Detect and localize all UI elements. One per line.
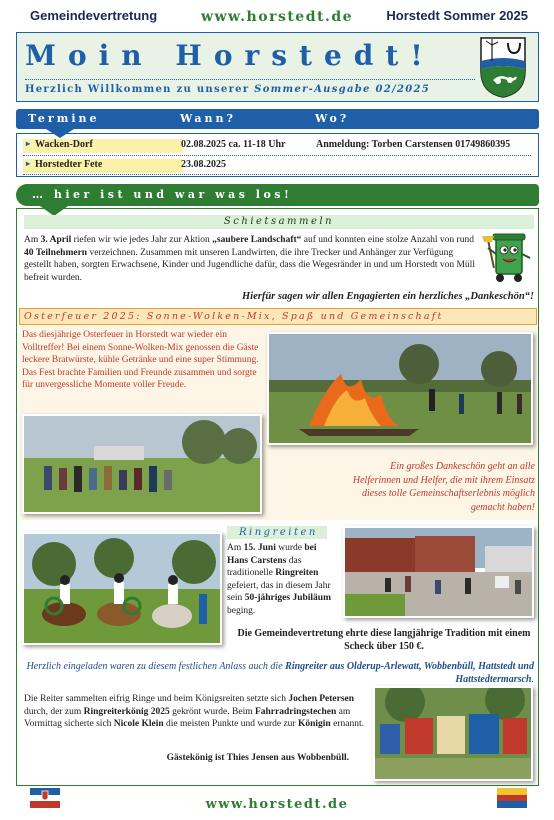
cleanup-text: Am 3. April riefen wir wie jedes Jahr zur Aktion „saubere Landschaft“ auf und konnten eine stolze Anzahl von rund 40 Teilnehmern verzeichnen. Zusammen mit unseren Landwirten, die ihre Trecker und Anhänger zur Verfügung gestellt haben, sorgten Erwachsene, Kinder und Jugendliche dafür, dass die Wegesränder in und um Horstedt von Müll befreit wurden. [24, 235, 475, 283]
header-issue: Horstedt Sommer 2025 [386, 8, 528, 23]
bullet-icon: ▸ [26, 139, 31, 148]
section-heading-ring-riding: Ringreiten [227, 526, 327, 539]
news-header [16, 184, 539, 206]
row-divider [23, 155, 531, 156]
event-title-cell [23, 159, 183, 173]
municipality-crest-icon [478, 35, 528, 99]
event-row [17, 157, 537, 174]
events-header [16, 109, 539, 129]
cleanup-thanks: Hierfür sagen wir allen Engagierten ein herzliches „Dankeschön“! [242, 291, 534, 302]
news-heading: … hier ist und war was los! [32, 188, 293, 201]
page-subtitle [25, 84, 430, 95]
header-publisher: Gemeindevertretung [30, 8, 158, 23]
event-date: 23.08.2025 [181, 159, 226, 170]
bullet-icon: ▸ [26, 159, 31, 168]
section-heading-easter-fire: Osterfeuer 2025: Sonne-Wolken-Mix, Spaß und Gemeinschaft [24, 311, 444, 322]
row-divider [23, 174, 531, 175]
ring-riding-venue-photo [343, 526, 534, 618]
easter-guests-photo [22, 414, 262, 514]
title-divider [25, 79, 475, 80]
event-title: Horstedter Fete [35, 159, 103, 170]
event-date: 02.08.2025 ca. 11-18 Uhr [181, 139, 286, 150]
ring-riding-cheque: Die Gemeindevertretung ehrte diese langjährige Tradition mit einem Scheck über 150 €. [237, 628, 531, 652]
ring-riding-invitation: Herzlich eingeladen waren zu diesem festlichen Anlass auch die Ringreiter aus Olderup-Arlewatt, Wobbenbüll, Hattstedt und Hattstedtermarsch. [26, 661, 534, 685]
ring-riding-banners-photo [373, 686, 533, 781]
event-title: Wacken-Dorf [35, 139, 93, 150]
subtitle-prefix: Herzlich Willkommen zu unserer [25, 84, 255, 95]
events-header-what: Termine [28, 112, 100, 125]
events-table [16, 133, 539, 177]
event-row [17, 137, 537, 154]
ring-riding-guest-king: Gästekönig ist Thies Jensen aus Wobbenbüll. [166, 753, 349, 763]
ring-riding-results: Die Reiter sammelten eifrig Ringe und beim Königsreiten setzte sich Jochen Petersen durch, der zum Ringreiterkönig 2025 gekrönt wurde. Beim Fahrradringstechen am Vormittag sicherte sich Nicole Klein die meisten Punkte und wurde zur Königin ernannt. [24, 694, 364, 729]
events-header-when: Wann? [180, 112, 236, 125]
section-heading-cleanup: Schietsammeln [24, 215, 534, 229]
ring-riding-text: Am 15. Juni wurde bei Hans Carstens das traditionelle Ringreiten gefeiert, das in diesem Jahr sein 50-jähriges Jubiläum beging. [227, 543, 331, 616]
easter-fire-photo [267, 332, 533, 445]
easter-fire-text: Das diesjährige Osterfeuer in Horstedt war wieder ein Volltreffer! Bei einem Sonne-Wolken-Mix genossen die Gäste leckere Bratwürste, kühle Getränke und eine super Stimmung. Das Fest brachte Familien und Freunde zusammen und sorgte für unvergessliche Momente voller Freude. [22, 330, 259, 390]
events-header-where: Wo? [315, 112, 350, 125]
event-location: Anmeldung: Torben Carstensen 01749860395 [316, 139, 511, 150]
header-website-link[interactable]: www.horstedt.de [200, 9, 354, 25]
top-bar [0, 0, 554, 30]
event-title-cell [23, 139, 183, 153]
easter-fire-thanks: Ein großes Dankeschön geht an alle Helferinnen und Helfer, die mit ihrem Einsatz dieses tolle Gemeinschaftserlebnis möglich gemacht haben! [352, 461, 535, 513]
masthead [16, 32, 539, 102]
page-title: Moin Horstedt! [25, 39, 435, 72]
subtitle-issue: Sommer-Ausgabe 02/2025 [254, 84, 430, 95]
ring-riders-photo [22, 532, 222, 645]
footer-website-link[interactable]: www.horstedt.de [205, 797, 349, 812]
trash-bin-mascot-icon [480, 228, 534, 284]
